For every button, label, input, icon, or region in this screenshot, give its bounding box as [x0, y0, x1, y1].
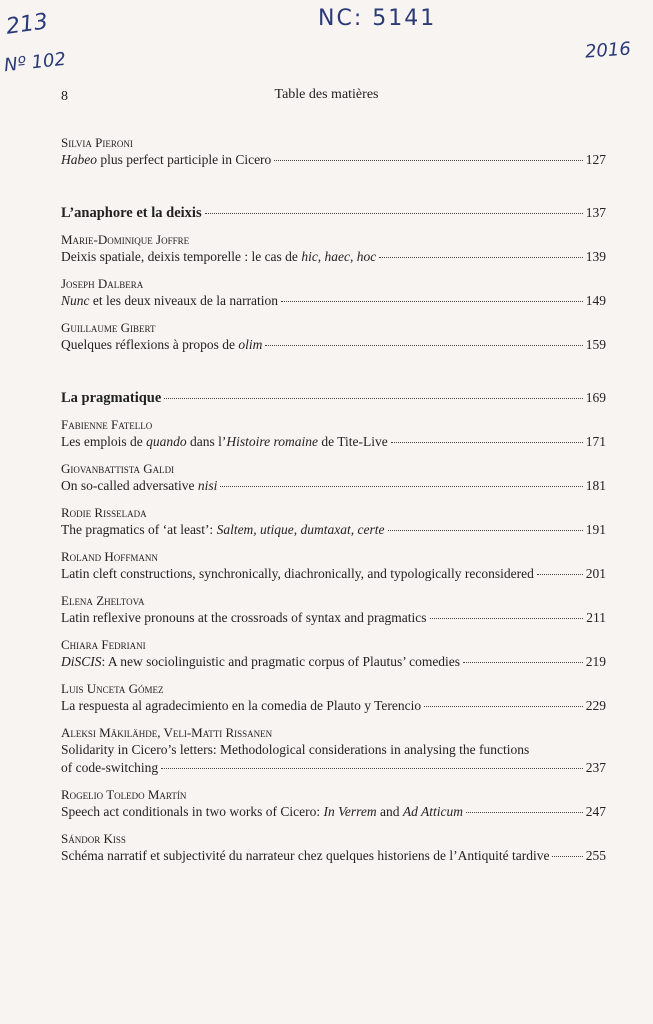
entry-title-line	[61, 292, 606, 310]
handwritten-number: 213	[4, 9, 50, 40]
entry-author: Marie-Dominique Joffre	[61, 232, 190, 247]
entry-title: DiSCIS: A new sociolinguistic and pragmatic corpus of Plautus’ comedies	[61, 654, 461, 669]
leader-dots	[424, 706, 583, 707]
entry-title-line	[61, 151, 606, 169]
entry-title: Latin cleft constructions, synchronically, diachronically, and typologically reconsidered	[61, 566, 534, 581]
entry-author: Fabienne Fatello	[61, 417, 153, 432]
entry-title: of code-switching	[61, 760, 159, 775]
entry-title-line	[61, 433, 606, 451]
leader-dots	[537, 574, 583, 575]
entry-author: Sándor Kiss	[61, 831, 126, 846]
entry-author: Guillaume Gibert	[61, 320, 156, 335]
page-number: 8	[61, 89, 68, 104]
entry-title: La respuesta al agradecimiento en la comedia de Plauto y Terencio	[61, 698, 422, 713]
leader-dots	[281, 301, 583, 302]
entry-page: 171	[585, 434, 606, 449]
entry-page: 255	[585, 848, 606, 863]
entry-author: Rogelio Toledo Martín	[61, 787, 187, 802]
entry-title-line	[61, 803, 606, 821]
entry-title: Speech act conditionals in two works of Cicero: In Verrem and Ad Atticum	[61, 804, 463, 819]
entry-author: Elena Zheltova	[61, 593, 145, 608]
entry-author: Joseph Dalbera	[61, 276, 144, 291]
toc-entry	[61, 548, 606, 583]
handwritten-item-number: Nº 102	[3, 48, 67, 77]
entry-title: The pragmatics of ‘at least’: Saltem, utique, dumtaxat, certe	[61, 522, 385, 537]
toc-entry	[61, 680, 606, 715]
entry-title-line	[61, 653, 606, 671]
leader-dots	[552, 856, 582, 857]
section-page: 137	[585, 205, 606, 220]
entry-page: 181	[585, 478, 606, 493]
toc-entry	[61, 231, 606, 266]
entry-title: Latin reflexive pronouns at the crossroads of syntax and pragmatics	[61, 610, 427, 625]
entry-title: Deixis spatiale, deixis temporelle : le cas de hic, haec, hoc	[61, 249, 377, 264]
entry-title-line	[61, 847, 606, 865]
leader-dots	[463, 662, 583, 663]
entry-page: 149	[585, 293, 606, 308]
leader-dots	[466, 812, 583, 813]
toc-entry	[61, 830, 606, 865]
leader-dots	[205, 213, 583, 214]
entry-title: Quelques réflexions à propos de olim	[61, 337, 263, 352]
toc-entry	[61, 592, 606, 627]
toc-entry	[61, 786, 606, 821]
entry-page: 201	[585, 566, 606, 581]
entry-page: 211	[586, 610, 606, 625]
entry-page: 191	[585, 522, 606, 537]
toc-entry	[61, 416, 606, 451]
leader-dots	[220, 486, 582, 487]
entry-author: Rodie Risselada	[61, 505, 147, 520]
toc-entry	[61, 636, 606, 671]
leader-dots	[379, 257, 582, 258]
toc-entry	[61, 319, 606, 354]
entry-title-line-1: Solidarity in Cicero’s letters: Methodological considerations in analysing the functions	[61, 742, 530, 757]
leader-dots	[391, 442, 583, 443]
toc-entry	[61, 504, 606, 539]
entry-author: Giovanbattista Galdi	[61, 461, 175, 476]
entry-page: 247	[585, 804, 606, 819]
toc-entry	[61, 460, 606, 495]
entry-title: On so-called adversative nisi	[61, 478, 218, 493]
entry-title: Schéma narratif et subjectivité du narrateur chez quelques historiens de l’Antiquité tardive	[61, 848, 550, 863]
entry-title-line	[61, 336, 606, 354]
entry-title: Habeo plus perfect participle in Cicero	[61, 152, 272, 167]
entry-author: Luis Unceta Gómez	[61, 681, 164, 696]
entry-title-line-2	[61, 759, 606, 777]
entry-title-line	[61, 248, 606, 266]
entry-page: 159	[585, 337, 606, 352]
entry-page: 127	[585, 152, 606, 167]
entry-page: 229	[585, 698, 606, 713]
section-heading: La pragmatique 169	[61, 390, 606, 406]
entry-title-line	[61, 697, 606, 715]
leader-dots	[161, 768, 583, 769]
entry-author: Silvia Pieroni	[61, 135, 133, 150]
leader-dots	[274, 160, 582, 161]
entry-page: 139	[585, 249, 606, 264]
running-head: Table des matières	[274, 87, 379, 102]
handwritten-code: NC: 5141	[318, 6, 437, 31]
section-page: 169	[585, 390, 606, 405]
entry-author: Chiara Fedriani	[61, 637, 146, 652]
entry-author: Aleksi Mäkilähde, Veli-Matti Rissanen	[61, 725, 273, 740]
entry-title: Les emplois de quando dans l’Histoire romaine de Tite-Live	[61, 434, 388, 449]
entry-title-line	[61, 609, 606, 627]
entry-author: Roland Hoffmann	[61, 549, 158, 564]
toc-entry	[61, 134, 606, 169]
entry-page: 219	[585, 654, 606, 669]
entry-title: Nunc et les deux niveaux de la narration	[61, 293, 279, 308]
entry-title-line	[61, 521, 606, 539]
leader-dots	[388, 530, 583, 531]
section-heading: L’anaphore et la deixis 137	[61, 205, 606, 221]
handwritten-year: 2016	[584, 38, 632, 63]
entry-page: 237	[585, 760, 606, 775]
entry-title-line	[61, 477, 606, 495]
toc-entry	[61, 275, 606, 310]
toc-entry	[61, 724, 606, 777]
entry-title-line	[61, 565, 606, 583]
table-of-contents	[61, 134, 606, 874]
leader-dots	[265, 345, 582, 346]
leader-dots	[164, 398, 582, 399]
leader-dots	[430, 618, 584, 619]
